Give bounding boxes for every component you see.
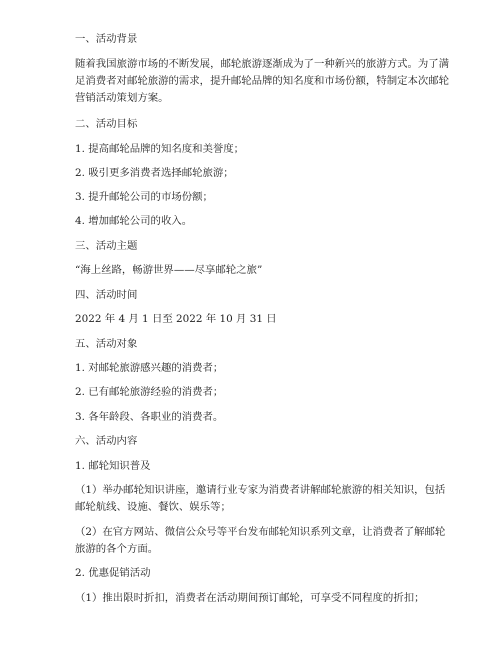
heading-goals: 二、活动目标 — [75, 118, 138, 130]
heading-audience: 五、活动对象 — [75, 338, 138, 350]
list-item: 4. 增加邮轮公司的收入。 — [75, 215, 193, 227]
heading-theme: 三、活动主题 — [75, 240, 138, 252]
theme-text: “海上丝路，畅游世界——尽享邮轮之旅” — [75, 264, 263, 276]
heading-time: 四、活动时间 — [75, 289, 138, 301]
paragraph-line: （1）推出限时折扣，消费者在活动期间预订邮轮，可享受不同程度的折扣； — [75, 592, 425, 604]
list-item: 1. 提高邮轮品牌的知名度和美誉度； — [75, 143, 245, 155]
heading-background: 一、活动背景 — [75, 33, 138, 45]
subheading: 1. 邮轮知识普及 — [75, 460, 151, 472]
time-text: 2022 年 4 月 1 日至 2022 年 10 月 31 日 — [75, 313, 277, 325]
paragraph-line: 旅游的各个方面。 — [75, 543, 159, 555]
list-item: 1. 对邮轮旅游感兴趣的消费者； — [75, 362, 224, 374]
paragraph-line: （1）举办邮轮知识讲座，邀请行业专家为消费者讲解邮轮旅游的相关知识，包括 — [75, 484, 446, 496]
subheading: 2. 优惠促销活动 — [75, 567, 151, 579]
paragraph-line: 随着我国旅游市场的不断发展，邮轮旅游逐渐成为了一种新兴的旅游方式。为了满 — [75, 58, 450, 70]
list-item: 3. 提升邮轮公司的市场份额； — [75, 191, 213, 203]
list-item: 2. 吸引更多消费者选择邮轮旅游； — [75, 167, 234, 179]
list-item: 3. 各年龄段、各职业的消费者。 — [75, 411, 224, 423]
heading-content: 六、活动内容 — [75, 435, 138, 447]
paragraph-line: 营销活动策划方案。 — [75, 92, 169, 104]
list-item: 2. 已有邮轮旅游经验的消费者； — [75, 386, 224, 398]
paragraph-line: 邮轮航线、设施、餐饮、娱乐等； — [75, 501, 231, 513]
paragraph-line: 足消费者对邮轮旅游的需求，提升邮轮品牌的知名度和市场份额，特制定本次邮轮 — [75, 75, 450, 87]
paragraph-line: （2）在官方网站、微信公众号等平台发布邮轮知识系列文章，让消费者了解邮轮 — [75, 526, 446, 538]
